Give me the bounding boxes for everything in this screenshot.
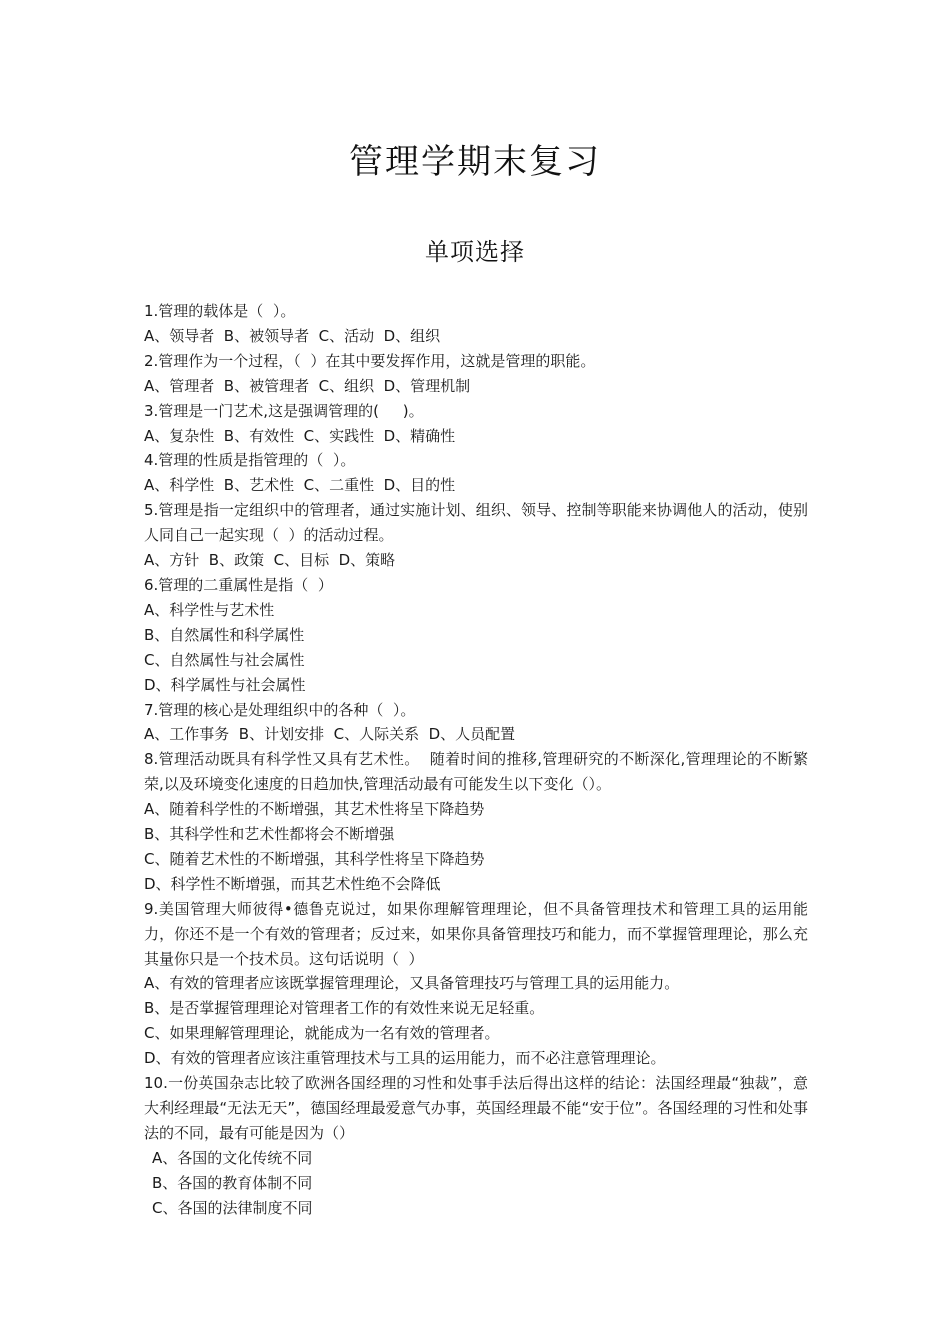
question-8-option-b: B、其科学性和艺术性都将会不断增强 <box>144 825 395 844</box>
question-7-options: A、工作事务 B、计划安排 C、人际关系 D、人员配置 <box>144 725 516 744</box>
document-title: 管理学期末复习 <box>349 142 601 182</box>
question-6-option-b: B、自然属性和科学属性 <box>144 625 305 644</box>
question-6-option-d: D、科学属性与社会属性 <box>144 675 306 694</box>
question-3: 3.管理是一门艺术,这是强调管理的( )。 <box>144 401 424 420</box>
question-6-option-c: C、自然属性与社会属性 <box>144 650 305 669</box>
question-8: 8.管理活动既具有科学性又具有艺术性。 随着时间的推移,管理研究的不断深化,管理理论的不断繁荣,以及环境变化速度的日趋加快,管理活动最有可能发生以下变化（）。 <box>144 750 808 794</box>
question-3-options: A、复杂性 B、有效性 C、实践性 D、精确性 <box>144 426 456 445</box>
question-8-option-c: C、随着艺术性的不断增强，其科学性将呈下降趋势 <box>144 849 485 868</box>
question-9-option-d: D、有效的管理者应该注重管理技术与工具的运用能力，而不必注意管理理论。 <box>144 1049 666 1068</box>
section-heading: 单项选择 <box>425 238 525 266</box>
question-5: 5.管理是指一定组织中的管理者，通过实施计划、组织、领导、控制等职能来协调他人的活动，使别人同自己一起实现（ ）的活动过程。 <box>144 501 808 545</box>
question-9-option-c: C、如果理解管理理论，就能成为一名有效的管理者。 <box>144 1024 500 1043</box>
question-2-options: A、管理者 B、被管理者 C、组织 D、管理机制 <box>144 376 471 395</box>
question-10-option-a: A、各国的文化传统不同 <box>152 1148 313 1167</box>
question-1: 1.管理的载体是（ ）。 <box>144 302 296 320</box>
question-4: 4.管理的性质是指管理的（ ）。 <box>144 451 356 470</box>
question-8-option-a: A、随着科学性的不断增强，其艺术性将呈下降趋势 <box>144 800 485 819</box>
question-9-option-b: B、是否掌握管理理论对管理者工作的有效性来说无足轻重。 <box>144 999 545 1018</box>
question-6-option-a: A、科学性与艺术性 <box>144 600 275 619</box>
question-list <box>144 299 808 1221</box>
question-10: 10.一份英国杂志比较了欧洲各国经理的习性和处事手法后得出这样的结论：法国经理最“独裁”，意大利经理最“无法无天”，德国经理最爱意气办事，英国经理最不能“安于位”。各国经理的习性和处事法的不同，最有可能是因为（） <box>144 1074 808 1142</box>
question-8-option-d: D、科学性不断增强，而其艺术性绝不会降低 <box>144 874 441 893</box>
question-7: 7.管理的核心是处理组织中的各种（ ）。 <box>144 700 416 719</box>
question-6: 6.管理的二重属性是指（ ） <box>144 575 333 594</box>
question-1-options: A、领导者 B、被领导者 C、活动 D、组织 <box>144 326 441 345</box>
question-4-options: A、科学性 B、艺术性 C、二重性 D、目的性 <box>144 476 456 495</box>
question-5-options: A、方针 B、政策 C、目标 D、策略 <box>144 551 396 570</box>
question-9-option-a: A、有效的管理者应该既掌握管理理论，又具备管理技巧与管理工具的运用能力。 <box>144 974 680 993</box>
question-10-option-b: B、各国的教育体制不同 <box>152 1173 313 1192</box>
question-10-option-c: C、各国的法律制度不同 <box>152 1198 313 1217</box>
question-2: 2.管理作为一个过程，（ ）在其中要发挥作用，这就是管理的职能。 <box>144 351 596 370</box>
question-9: 9.美国管理大师彼得•德鲁克说过，如果你理解管理理论，但不具备管理技术和管理工具的运用能力，你还不是一个有效的管理者；反过来，如果你具备管理技巧和能力，而不掌握管理理论，那么充其量你只是一个技术员。这句话说明（ ） <box>144 899 808 968</box>
